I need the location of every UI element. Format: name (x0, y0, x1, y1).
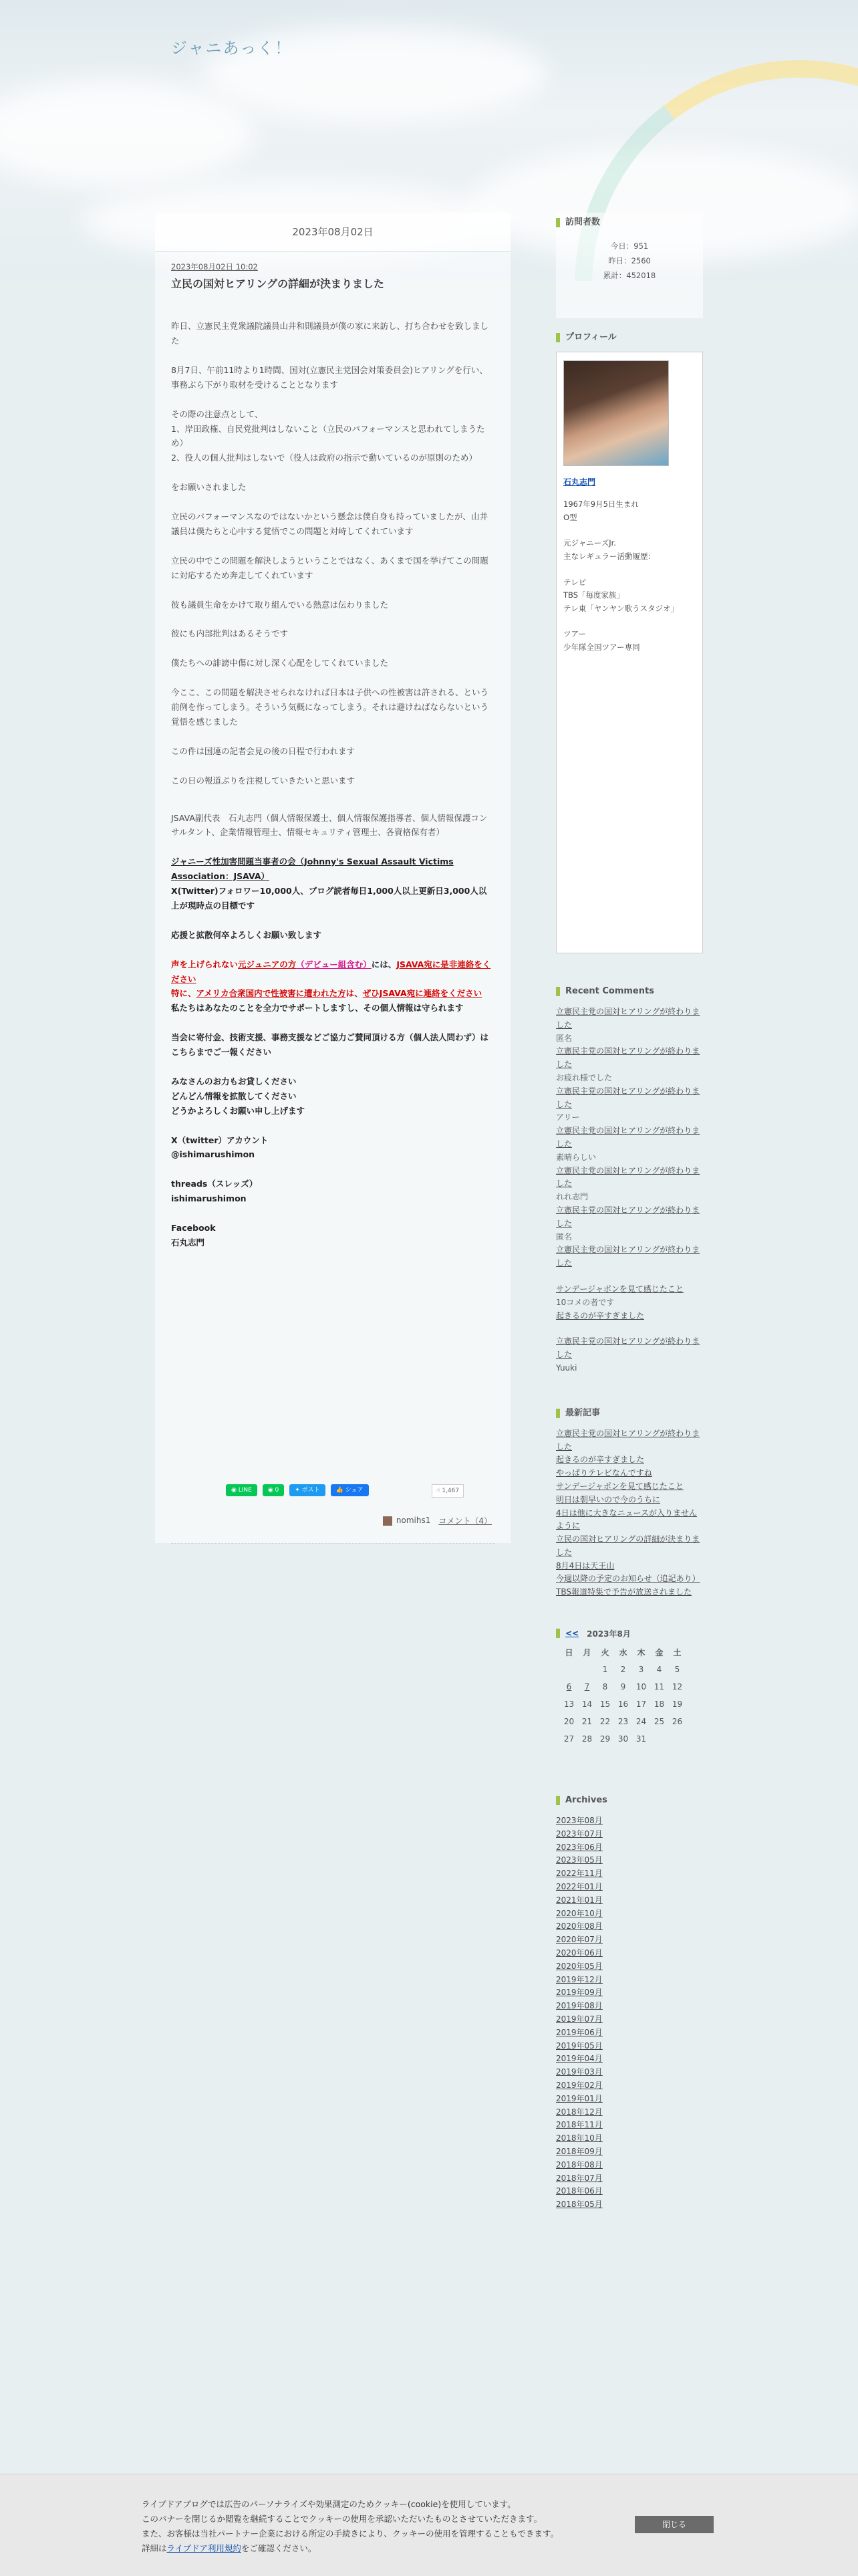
post-line: 2、役人の個人批判はしないで（役人は政府の指示で動いているのが原則のため） (171, 453, 477, 463)
calendar-day (560, 1661, 578, 1678)
calendar-day (668, 1730, 686, 1748)
post-line: 今ここ、この問題を解決させられなければ日本は子供への性被害は許される、という前例を作ってしまう。そういう気概になってしまう。それは避けねばならないという覚悟を感じました (171, 687, 489, 727)
post-line: この日の報道ぶりを注視していきたいと思います (171, 775, 355, 786)
visits-total: 累計：452018 (603, 270, 656, 280)
author-avatar (383, 1516, 392, 1526)
latest-posts-heading: 最新記事 (556, 1403, 703, 1423)
facebook-label: Facebook (171, 1223, 216, 1233)
post-footer (383, 1515, 492, 1526)
post-body (155, 260, 511, 1250)
profile-details (563, 498, 696, 654)
profile-box (556, 352, 703, 953)
recent-comments-list (556, 1006, 703, 1375)
profile-heading: プロフィール (556, 328, 703, 348)
cookie-text (142, 2497, 559, 2556)
calendar-day: 4 (656, 1665, 662, 1675)
line-icon: ◉ (267, 1487, 275, 1494)
archive-month-link[interactable]: 2022年11月 (556, 1869, 603, 1879)
contact-jsava-link[interactable]: JSAVA宛に是非連絡をください (171, 959, 491, 984)
recent-comment-author: 匿名 (556, 1232, 573, 1242)
post-paragraph (171, 319, 494, 348)
calendar-day[interactable]: 7 (584, 1682, 590, 1692)
recent-comment-author: れれ志門 (556, 1192, 589, 1202)
calendar-day: 23 (617, 1717, 629, 1727)
calendar-day: 20 (563, 1717, 575, 1727)
recent-comment-post-link[interactable]: 立憲民主党の国対ヒアリングが終わりました (556, 1046, 700, 1070)
recent-comment-post-link[interactable]: 立憲民主党の国対ヒアリングが終わりました (556, 1007, 700, 1030)
profile-line: 元ジャニーズJr. (563, 538, 616, 548)
article-column (155, 213, 511, 1543)
calendar-day: 3 (638, 1665, 644, 1675)
cookie-line-4-end: をご確認ください。 (241, 2543, 317, 2553)
calendar-day: 11 (654, 1682, 665, 1692)
post-paragraph (171, 744, 494, 759)
author-signature: JSAVA副代表 石丸志門（個人情報保護士、個人情報保護指導者、個人情報保護コンサルタント、企業情報管理士、情報セキュリティ管理士、各資格保有者） (171, 812, 488, 838)
archive-month-link[interactable]: 2019年12月 (556, 1974, 603, 1984)
calendar-day: 19 (672, 1700, 683, 1710)
post-timestamp[interactable]: 2023年08月02日 10:02 (171, 262, 258, 271)
post-line: 昨日、立憲民主党衆議院議員山井和則議員が僕の家に来訪し、打ち合わせを致しました (171, 321, 489, 346)
latest-post-link[interactable]: 4日は他に大きなニュースが入りませんように (556, 1508, 698, 1531)
archive-month-link[interactable]: 2019年04月 (556, 2054, 603, 2064)
archive-month-link[interactable]: 2018年11月 (556, 2120, 603, 2130)
archive-month-link[interactable]: 2019年03月 (556, 2067, 603, 2077)
weekday-header: 日 (565, 1647, 573, 1657)
post-divider (171, 1543, 494, 1544)
debut-included-link[interactable]: （デビュー組含む） (296, 959, 372, 969)
cookie-line-1: ライブドアブログでは広告のパーソナライズや効果測定のためクッキー(cookie)を使用しています。 (142, 2499, 516, 2509)
latest-post-link[interactable]: 明日は朝早いので今のうちに (556, 1494, 661, 1504)
archive-month-link[interactable]: 2018年12月 (556, 2107, 603, 2117)
visits-yesterday: 昨日：2560 (608, 255, 651, 265)
post-paragraph (171, 626, 494, 641)
profile-line: 少年隊全国ツアー専同 (563, 642, 640, 652)
profile-line (563, 524, 696, 537)
former-junior-link[interactable]: 元ジュニアの方 (238, 959, 297, 969)
post-paragraphs (171, 319, 494, 788)
post-line: 彼にも内部批判はあるそうです (171, 628, 289, 639)
calendar-day: 30 (617, 1734, 629, 1744)
latest-posts-list (556, 1427, 703, 1599)
share-buttons (226, 1484, 369, 1496)
date-heading: 2023年08月02日 (155, 213, 511, 252)
archive-month-link[interactable]: 2020年06月 (556, 1948, 603, 1958)
donation-note: 当会に寄付金、技術支援、事務支援などご協力ご賛同頂ける方（個人法人問わず）はこちらまでご一報ください (171, 1032, 489, 1057)
archive-month-link[interactable]: 2020年07月 (556, 1935, 603, 1945)
post-line: 僕たちへの誹謗中傷に対し深く心配をしてくれていました (171, 658, 389, 669)
archive-month-link[interactable]: 2019年09月 (556, 1988, 603, 1998)
facebook-name: 石丸志門 (171, 1237, 205, 1248)
profile-line: TBS「毎度家族」 (563, 590, 625, 600)
post-paragraph (171, 656, 494, 671)
archive-month-link[interactable]: 2019年02月 (556, 2081, 603, 2091)
post-line: 立民のパフォーマンスなのではないかという懸念は僕自身も持っていましたが、山井議員は僕たちと心中する覚悟でこの問題と対峙してくれています (171, 511, 488, 536)
comments-link[interactable]: コメント（4） (438, 1516, 492, 1526)
post-line: をお願いされました (171, 482, 247, 493)
archive-month-link[interactable]: 2020年05月 (556, 1961, 603, 1971)
post-line: 彼も議員生命をかけて取り組んでいる熱意は伝わりました (171, 599, 389, 610)
archive-month-link[interactable]: 2019年06月 (556, 2027, 603, 2037)
org-description: X(Twitter)フォロワー10,000人、ブログ読者毎日1,000人以上更新日3,000人以上が現時点の目標です (171, 886, 487, 911)
line-share-button[interactable]: ◉ LINE (226, 1484, 257, 1496)
calendar-day: 25 (654, 1717, 665, 1727)
latest-post-link[interactable]: サンデージャポンを見て感じたこと (556, 1481, 684, 1491)
threads-label: threads（スレッズ） (171, 1179, 258, 1189)
archives-heading: Archives (556, 1790, 703, 1810)
calendar-day: 16 (617, 1700, 629, 1710)
contact-jsava-link-2[interactable]: ぜひJSAVA宛に連絡をください (362, 988, 482, 999)
recent-comment-author: 匿名 (556, 1033, 573, 1043)
terms-link[interactable]: ライブドア利用規約 (166, 2543, 241, 2553)
calendar-day: 26 (672, 1717, 683, 1727)
calendar-day: 21 (581, 1717, 593, 1727)
archive-month-link[interactable]: 2023年06月 (556, 1842, 603, 1852)
call-text-4: は、 (345, 988, 363, 999)
calendar (556, 1623, 703, 1748)
latest-post-link[interactable]: 立憲民主党の国対ヒアリングが終わりました (556, 1428, 700, 1451)
recent-comment-author: お疲れ様でした (556, 1072, 613, 1082)
calendar-day: 9 (620, 1682, 626, 1692)
recent-comment-post-link[interactable]: 立憲民主党の国対ヒアリングが終わりました (556, 1126, 700, 1149)
calendar-day: 12 (672, 1682, 683, 1692)
support-request: 応援と拡散何卒よろしくお願い致します (171, 929, 322, 940)
archive-month-link[interactable]: 2022年01月 (556, 1882, 603, 1892)
archive-month-link[interactable]: 2018年08月 (556, 2159, 603, 2170)
calendar-day: 28 (581, 1734, 593, 1744)
latest-post-link[interactable]: 今週以降の予定のお知らせ（追記あり） (556, 1574, 700, 1584)
twitter-share-button[interactable]: ✦ ポスト (289, 1484, 325, 1496)
sidebar (556, 213, 703, 2212)
archive-month-link[interactable]: 2019年01月 (556, 2093, 603, 2103)
call-text-1: 声を上げられない (171, 959, 239, 969)
visits-heading: 訪問者数 (556, 213, 703, 233)
recent-comment-author: 10コメの者です (556, 1297, 615, 1307)
archive-month-link[interactable]: 2018年09月 (556, 2147, 603, 2156)
post-line: 1、岸田政権、自民党批判はしないこと（立民のパフォーマンスと思われてしまうため） (171, 423, 485, 449)
calendar-day: 22 (599, 1717, 611, 1727)
recent-comment-author (556, 1270, 703, 1283)
org-name-link[interactable]: ジャニーズ性加害問題当事者の会（Johnny's Sexual Assault Victims Association：JSAVA） (171, 856, 454, 882)
archive-month-link[interactable]: 2018年06月 (556, 2186, 603, 2196)
archive-month-link[interactable]: 2023年08月 (556, 1816, 603, 1826)
archive-month-link[interactable]: 2018年05月 (556, 2200, 603, 2210)
calendar-title: 2023年8月 (587, 1629, 631, 1639)
archive-month-link[interactable]: 2018年10月 (556, 2133, 603, 2143)
post-paragraph (171, 480, 494, 495)
profile-line: O型 (563, 512, 577, 522)
calendar-day: 2 (620, 1665, 626, 1675)
thumbs-up-icon: 👍 (335, 1487, 345, 1494)
call-text-2: には、 (371, 959, 397, 969)
weekday-header: 土 (673, 1647, 682, 1657)
profile-line (563, 564, 696, 576)
archive-month-link[interactable]: 2023年07月 (556, 1829, 603, 1839)
cookie-banner (0, 2474, 858, 2576)
archive-month-link[interactable]: 2019年07月 (556, 2014, 603, 2024)
favorite-button[interactable]: ☝ 1,467 (432, 1484, 464, 1498)
recent-comment-post-link[interactable]: 起きるのが辛すぎました (556, 1310, 645, 1320)
facebook-share-button[interactable]: 👍 シェア (331, 1484, 369, 1496)
calendar-day: 13 (563, 1700, 575, 1710)
weekday-header: 木 (637, 1647, 646, 1657)
archive-month-link[interactable]: 2020年10月 (556, 1908, 603, 1918)
profile-photo (563, 360, 669, 466)
line-icon: ◉ (231, 1487, 239, 1494)
calendar-day: 5 (674, 1665, 680, 1675)
calendar-day: 14 (581, 1700, 593, 1710)
author-name[interactable]: nomihs1 (396, 1516, 431, 1526)
calendar-day: 27 (563, 1734, 575, 1744)
recent-comment-author: アリー (556, 1113, 580, 1123)
recent-comment-post-link[interactable]: 立憲民主党の国対ヒアリングが終わりました (556, 1336, 700, 1360)
x-account-handle: @ishimarushimon (171, 1149, 255, 1160)
post-paragraph (171, 685, 494, 729)
visits-today: 今日：951 (610, 241, 649, 251)
privacy-note: 私たちはあなたのことを全力でサポートしますし、その個人情報は守られます (171, 1003, 464, 1014)
latest-post-link[interactable]: 起きるのが辛すぎました (556, 1455, 645, 1465)
recent-comment-post-link[interactable]: 立憲民主党の国対ヒアリングが終わりました (556, 1205, 700, 1228)
latest-post-link[interactable]: TBS報道特集で予告が放送されました (556, 1587, 692, 1597)
profile-line: ツアー (563, 629, 587, 639)
cookie-line-4: 詳細は (142, 2543, 167, 2553)
recent-comment-post-link[interactable]: 立憲民主党の国対ヒアリングが終わりました (556, 1165, 700, 1189)
calendar-day (578, 1661, 596, 1678)
archive-month-link[interactable]: 2021年01月 (556, 1895, 603, 1905)
weekday-header: 火 (601, 1647, 609, 1657)
archive-month-link[interactable]: 2018年07月 (556, 2173, 603, 2183)
calendar-day[interactable]: 6 (566, 1682, 572, 1692)
post-line: 8月7日、午前11時より1時間、国対(立憲民主党国会対策委員会)ヒアリングを行い、事務ぶら下がり取材を受けることとなります (171, 364, 488, 390)
profile-line: 1967年9月5日生まれ (563, 499, 639, 509)
call-text-3: 特に、 (171, 988, 196, 999)
latest-post-link[interactable]: 立民の国対ヒアリングの詳細が決まりました (556, 1534, 700, 1557)
weekday-header: 水 (619, 1647, 627, 1657)
weekday-header: 金 (655, 1647, 664, 1657)
post-paragraph (171, 554, 494, 583)
archive-month-link[interactable]: 2023年05月 (556, 1855, 603, 1865)
bird-icon: ✦ (295, 1487, 302, 1494)
threads-handle: ishimarushimon (171, 1193, 247, 1204)
calendar-day: 18 (654, 1700, 665, 1710)
profile-line: テレビ (563, 577, 587, 587)
visit-counter (556, 233, 703, 318)
recent-comment-post-link[interactable]: サンデージャポンを見て感じたこと (556, 1284, 684, 1294)
profile-line: 主なレギュラー活動履歴： (563, 552, 656, 562)
archives-list (556, 1814, 703, 2212)
site-title[interactable]: ジャニあっく！ (171, 39, 293, 57)
recent-comment-author: 素晴らしい (556, 1152, 597, 1162)
calendar-day: 17 (635, 1700, 647, 1710)
calendar-day: 24 (635, 1717, 647, 1727)
x-account-label: X（twitter）アカウント (171, 1135, 269, 1145)
ask-line-2: どんどん情報を拡散してください (171, 1090, 297, 1101)
recent-comment-post-link[interactable]: 立憲民主党の国対ヒアリングが終わりました (556, 1086, 700, 1109)
cookie-line-2: このバナーを閉じるか閲覧を継続することでクッキーの使用を承認いただいたものとさせていただきます。 (142, 2513, 543, 2524)
post-paragraph (171, 774, 494, 788)
calendar-day: 1 (602, 1665, 608, 1675)
archive-month-link[interactable]: 2019年08月 (556, 2001, 603, 2011)
latest-post-link[interactable]: 8月4日は天王山 (556, 1560, 615, 1570)
recent-comments-heading: Recent Comments (556, 981, 703, 1002)
post-paragraph (171, 509, 494, 539)
hand-icon: ☝ (436, 1488, 442, 1494)
calendar-day: 29 (599, 1734, 611, 1744)
post-line: この件は国連の記者会見の後の日程で行われます (171, 745, 355, 756)
archive-month-link[interactable]: 2020年08月 (556, 1921, 603, 1931)
ask-line-3: どうかよろしくお願い申し上げます (171, 1105, 305, 1116)
calendar-day: 8 (602, 1682, 608, 1692)
calendar-prev-link[interactable]: << (565, 1629, 579, 1639)
post-line: その際の注意点として、 (171, 408, 263, 419)
cookie-close-button[interactable]: 閉じる (635, 2516, 714, 2533)
us-victims-link[interactable]: アメリカ合衆国内で性被害に遭われた方 (196, 988, 346, 999)
profile-line (563, 615, 696, 628)
calendar-day: 15 (599, 1700, 611, 1710)
calendar-day: 10 (635, 1682, 647, 1692)
archive-month-link[interactable]: 2019年05月 (556, 2040, 603, 2051)
post-paragraph (171, 598, 494, 612)
profile-line: テレ東「ヤンヤン歌うスタジオ」 (563, 603, 679, 613)
post-paragraph (171, 407, 494, 466)
profile-name[interactable]: 石丸志門 (563, 477, 596, 487)
latest-post-link[interactable]: やっぱりテレビなんですね (556, 1468, 652, 1478)
ask-line-1: みなさんのお力もお貸しください (171, 1076, 297, 1086)
calendar-day: 31 (635, 1734, 647, 1744)
post-title: 立民の国対ヒアリングの詳細が決まりました (171, 277, 385, 291)
post-paragraph (171, 363, 494, 392)
recent-comment-author (556, 1322, 703, 1335)
recent-comment-post-link[interactable]: 立憲民主党の国対ヒアリングが終わりました (556, 1245, 700, 1268)
cookie-line-3: また、お客様は当社パートナー企業における所定の手続きにより、クッキーの使用を管理することもできます。 (142, 2528, 559, 2539)
post-line: 立民の中でこの問題を解決しようということではなく、あくまで国を挙げてこの問題に対応するため奔走してくれています (171, 555, 488, 580)
recent-comment-author: Yuuki (556, 1363, 577, 1373)
calendar-grid (560, 1643, 686, 1748)
line-count-button[interactable]: ◉ 0 (263, 1484, 284, 1496)
calendar-day (650, 1730, 668, 1748)
weekday-header: 月 (583, 1647, 591, 1657)
